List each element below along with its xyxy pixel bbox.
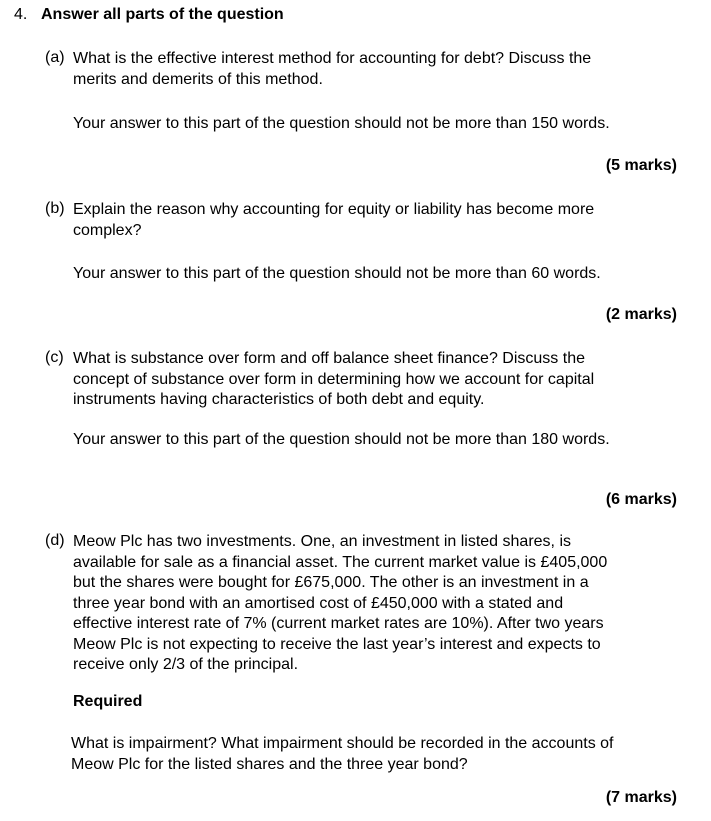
part-d-line-1: Meow Plc has two investments. One, an investment in listed shares, is [73,533,571,550]
part-b-instruction: Your answer to this part of the question should not be more than 60 words. [73,265,601,282]
required-heading: Required [73,693,143,710]
part-a-text [73,49,673,90]
part-d-line-3: but the shares were bought for £675,000. The other is an investment in a [73,574,589,591]
part-b-label: (b) [45,200,65,217]
question-number: 4. [14,6,28,23]
part-c-marks: (6 marks) [605,491,677,508]
part-d-line-4: three year bond with an amortised cost of £450,000 with a stated and [73,594,564,612]
part-a-instruction: Your answer to this part of the question should not be more than 150 words. [73,115,610,132]
required-line-1: What is impairment? What impairment should be recorded in the accounts of [71,735,614,752]
part-d-line-5: effective interest rate of 7% (current market rates are 10%). After two years [73,615,604,632]
question-title: Answer all parts of the question [41,6,284,23]
part-d-label: (d) [45,532,65,549]
part-c-text [73,349,673,411]
part-a-line-2: merits and demerits of this method. [73,70,323,88]
part-d-marks: (7 marks) [605,789,677,806]
part-c-instruction: Your answer to this part of the question should not be more than 180 words. [73,431,610,448]
part-d-line-6: Meow Plc is not expecting to receive the last year’s interest and expects to [73,635,601,653]
part-c-line-2: concept of substance over form in determining how we account for capital [73,370,595,388]
part-b-line-2: complex? [73,221,142,239]
part-d-line-7: receive only 2/3 of the principal. [73,656,299,673]
part-d-line-2: available for sale as a financial asset. The current market value is £405,000 [73,553,608,571]
part-b-text [73,200,673,241]
part-a-marks: (5 marks) [605,157,677,174]
part-a-line-1: What is the effective interest method for accounting for debt? Discuss the [73,50,592,67]
part-b-line-1: Explain the reason why accounting for equity or liability has become more [73,201,595,218]
part-c-line-3: instruments having characteristics of both debt and equity. [73,391,485,408]
part-b-marks: (2 marks) [605,306,677,323]
required-line-2: Meow Plc for the listed shares and the three year bond? [71,755,468,773]
part-c-line-1: What is substance over form and off balance sheet finance? Discuss the [73,350,585,367]
part-c-label: (c) [45,349,64,366]
part-a-label: (a) [45,49,65,66]
required-text [71,734,671,775]
part-d-text [73,532,673,676]
